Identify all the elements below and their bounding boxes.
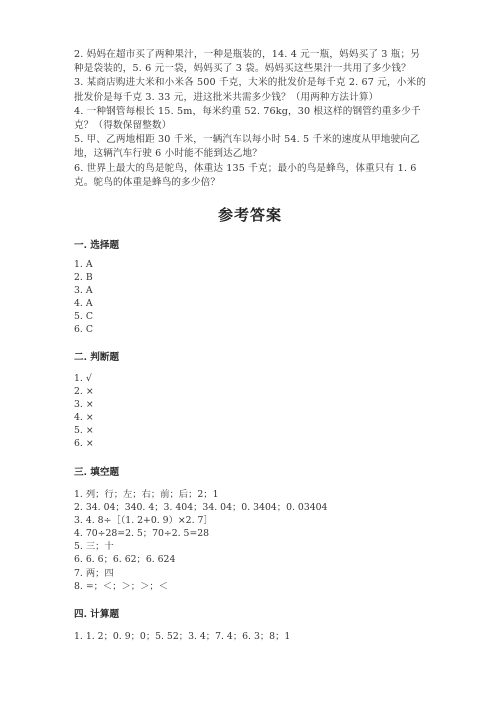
answer-item: 1. 列；行；左；右；前；后；2；1: [74, 489, 219, 500]
problem-line: 克。鸵鸟的体重是蜂鸟的多少倍？: [74, 176, 221, 188]
problem-line: 2. 妈妈在超市买了两种果汁，一种是瓶装的，14. 4 元一瓶，妈妈买了 3 瓶；另: [74, 49, 420, 60]
answer-item: 5. C: [74, 311, 93, 323]
problem-line: 种是袋装的，5. 6 元一袋，妈妈买了 3 袋。妈妈买这些果汁一共用了多少钱？: [74, 63, 411, 75]
answer-list-fill: [74, 488, 327, 593]
problem-line: 地，这辆汽车行驶 6 小时能不能到达乙地？: [74, 148, 263, 160]
problem-line: 6. 世界上最大的鸟是鸵鸟，体重达 135 千克；最小的鸟是蜂鸟，体重只有 1. 6: [74, 162, 417, 174]
problem-line: 克？（得数保留整数）: [74, 120, 172, 132]
answer-item: 3. A: [74, 285, 93, 297]
problem-line: 批发价是每千克 3. 33 元，进这批米共需多少钱？（用两种方法计算）: [74, 91, 379, 103]
problem-line: 3. 某商店购进大米和小米各 500 千克，大米的批发价是每千克 2. 67 元，小米的: [74, 77, 426, 89]
answer-item: 5. 三；十: [74, 541, 114, 553]
problem-line: 5. 甲、乙两地相距 30 千米，一辆汽车以每小时 54. 5 千米的速度从甲地驶向乙: [74, 134, 420, 146]
answers-title: 参考答案: [217, 206, 282, 224]
answer-item: 8. =；＜；＞；＞；＜: [74, 580, 168, 592]
section-heading-judge: 二. 判断题: [74, 352, 120, 363]
section-heading-choice: 一. 选择题: [74, 240, 120, 251]
answer-item: 6. C: [74, 324, 93, 336]
word-problems: [74, 48, 434, 190]
answer-item: 5. ×: [74, 425, 94, 437]
answer-item: 1. 1. 2；0. 9；0；5. 52；3. 4；7. 4；6. 3；8；1: [74, 631, 291, 642]
answer-item: 4. ×: [74, 412, 94, 424]
answer-item: 2. B: [74, 272, 93, 284]
answer-list-judge: [74, 372, 94, 451]
answer-item: 1. A: [74, 259, 93, 270]
answer-item: 2. 34. 04；340. 4；3. 404；34. 04；0. 3404；0. 03404: [74, 502, 328, 514]
answer-item: 3. 4. 8÷［（1. 2+0. 9）×2. 7］: [74, 515, 213, 527]
answer-item: 7. 两；四: [74, 567, 114, 579]
answer-item: 1. √: [74, 373, 92, 384]
problem-line: 4. 一种钢管每根长 15. 5m，每米约重 52. 76kg，30 根这样的钢管约重多少千: [74, 105, 421, 117]
answer-item: 6. 6. 6；6. 62；6. 624: [74, 554, 176, 566]
answer-item: 3. ×: [74, 399, 94, 411]
section-heading-calc: 四. 计算题: [74, 609, 120, 620]
answer-item: 4. 70÷28=2. 5；70÷2. 5=28: [74, 528, 210, 540]
section-heading-fill: 三. 填空题: [74, 467, 120, 478]
answer-item: 4. A: [74, 298, 93, 310]
answer-item: 2. ×: [74, 386, 94, 398]
answer-list-choice: [74, 258, 93, 337]
answer-list-calc: [74, 630, 290, 643]
answer-item: 6. ×: [74, 438, 94, 450]
